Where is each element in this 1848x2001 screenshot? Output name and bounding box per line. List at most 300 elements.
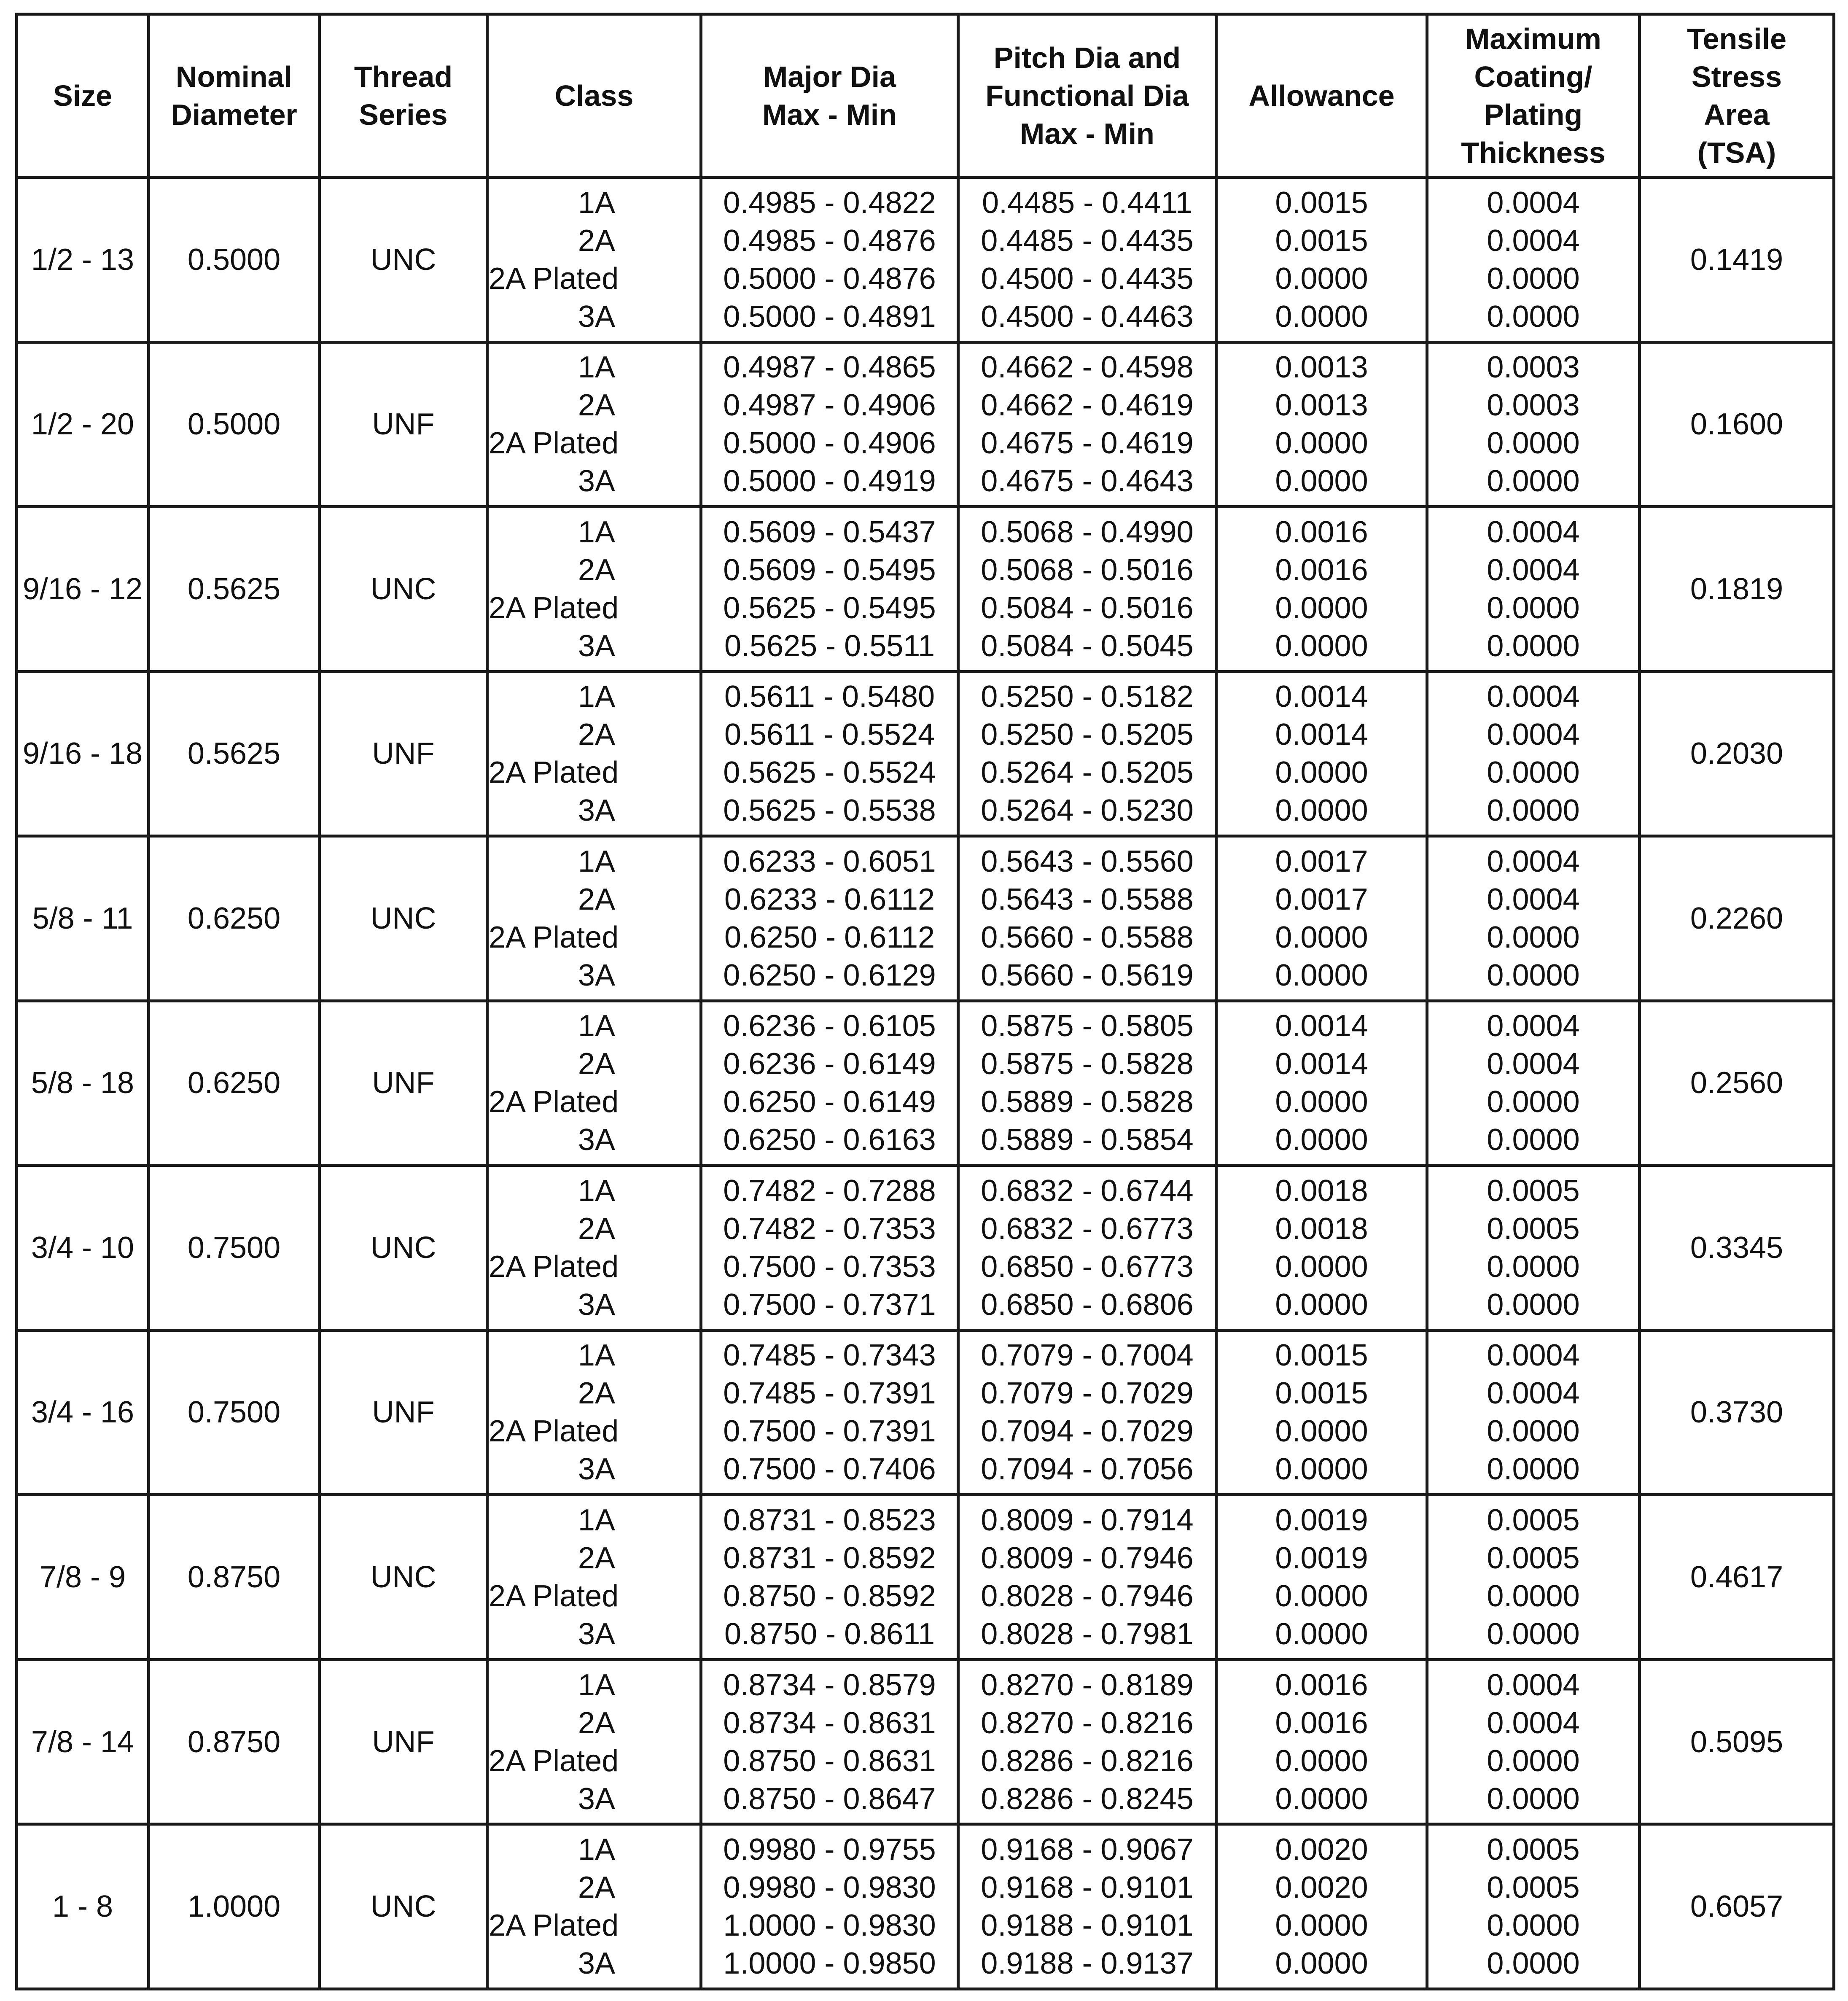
header-text-line: Stress <box>1691 60 1782 93</box>
major-dia-cell-value: 0.6250 - 0.6112 <box>724 920 935 954</box>
allowance-cell-value: 0.0000 <box>1275 426 1368 461</box>
class-cell-value: 2A Plated <box>489 261 619 296</box>
coating-thickness-cell-value: 0.0004 <box>1487 186 1580 220</box>
class-cell-value: 2A Plated <box>489 920 619 954</box>
coating-thickness-cell-value: 0.0004 <box>1487 718 1580 752</box>
allowance-cell-value: 0.0000 <box>1275 1617 1368 1651</box>
header-size <box>17 14 149 178</box>
size-cell: 7/8 - 14 <box>17 1659 149 1824</box>
class-cell-value: 2A <box>578 882 615 916</box>
major-dia-cell-value: 0.7500 - 0.7353 <box>723 1250 936 1284</box>
pitch-dia-cell-value: 0.5068 - 0.5016 <box>981 553 1194 587</box>
header-text-line: Thickness <box>1461 136 1606 169</box>
class-cell-value: 2A Plated <box>489 1414 619 1449</box>
pitch-dia-cell-value: 0.5889 - 0.5854 <box>981 1123 1194 1157</box>
coating-thickness-cell-value: 0.0000 <box>1487 261 1580 296</box>
thread-series-cell: UNC <box>320 836 487 1001</box>
class-cell <box>487 342 701 507</box>
major-dia-cell <box>701 507 958 672</box>
coating-thickness-cell <box>1427 1330 1640 1495</box>
pitch-dia-cell-value: 0.5084 - 0.5016 <box>981 591 1194 625</box>
class-cell-value: 3A <box>578 1782 615 1816</box>
allowance-cell-value: 0.0000 <box>1275 1414 1368 1449</box>
thread-series-cell: UNF <box>320 671 487 836</box>
pitch-dia-cell <box>958 836 1216 1001</box>
coating-thickness-cell-value: 0.0004 <box>1487 844 1580 878</box>
major-dia-cell-value: 0.8731 - 0.8592 <box>723 1541 936 1575</box>
class-cell-value: 1A <box>578 1668 615 1702</box>
allowance-cell-value: 0.0000 <box>1275 794 1368 828</box>
class-cell-value: 2A <box>578 718 615 752</box>
allowance-cell <box>1216 671 1427 836</box>
class-cell-value: 2A Plated <box>489 591 619 625</box>
table-body <box>17 178 1834 1989</box>
size-cell: 1/2 - 13 <box>17 178 149 342</box>
pitch-dia-cell <box>958 1659 1216 1824</box>
major-dia-cell <box>701 1166 958 1330</box>
pitch-dia-cell-value: 0.5264 - 0.5230 <box>981 794 1194 828</box>
major-dia-cell <box>701 1495 958 1660</box>
nominal-diameter-cell: 0.8750 <box>149 1659 320 1824</box>
class-cell-value: 1A <box>578 680 615 714</box>
pitch-dia-cell-value: 0.8286 - 0.8216 <box>981 1744 1194 1778</box>
pitch-dia-cell-value: 0.5068 - 0.4990 <box>981 515 1194 549</box>
tensile-stress-area-cell: 0.2260 <box>1640 836 1834 1001</box>
major-dia-cell-value: 0.5625 - 0.5495 <box>723 591 936 625</box>
allowance-cell-value: 0.0015 <box>1275 1376 1368 1411</box>
coating-thickness-cell-value: 0.0005 <box>1487 1871 1580 1905</box>
class-cell-value: 1A <box>578 186 615 220</box>
class-cell-value: 2A <box>578 388 615 423</box>
pitch-dia-cell-value: 0.5875 - 0.5805 <box>981 1009 1194 1043</box>
header-text-line: (TSA) <box>1697 136 1776 169</box>
header-text-line: Series <box>359 98 448 131</box>
major-dia-cell-value: 0.5000 - 0.4891 <box>723 299 936 334</box>
header-text-line: Thread <box>354 60 453 93</box>
major-dia-cell-value: 0.7485 - 0.7391 <box>723 1376 936 1411</box>
pitch-dia-cell <box>958 178 1216 342</box>
pitch-dia-cell <box>958 342 1216 507</box>
allowance-cell-value: 0.0013 <box>1275 350 1368 385</box>
major-dia-cell-value: 0.8734 - 0.8579 <box>723 1668 936 1702</box>
allowance-cell-value: 0.0014 <box>1275 680 1368 714</box>
coating-thickness-cell <box>1427 1001 1640 1166</box>
allowance-cell <box>1216 507 1427 672</box>
major-dia-cell-value: 0.9980 - 0.9830 <box>723 1871 936 1905</box>
pitch-dia-cell-value: 0.5889 - 0.5828 <box>981 1085 1194 1119</box>
major-dia-cell-value: 0.6236 - 0.6149 <box>723 1047 936 1081</box>
major-dia-cell <box>701 836 958 1001</box>
header-text-line: Plating <box>1484 98 1583 131</box>
pitch-dia-cell-value: 0.5264 - 0.5205 <box>981 756 1194 790</box>
table-row <box>17 671 1834 836</box>
coating-thickness-cell-value: 0.0004 <box>1487 680 1580 714</box>
allowance-cell <box>1216 342 1427 507</box>
allowance-cell-value: 0.0000 <box>1275 464 1368 498</box>
class-cell-value: 2A <box>578 224 615 258</box>
class-cell <box>487 1495 701 1660</box>
pitch-dia-cell-value: 0.5084 - 0.5045 <box>981 629 1194 663</box>
pitch-dia-cell-value: 0.7079 - 0.7029 <box>981 1376 1194 1411</box>
allowance-cell-value: 0.0000 <box>1275 1909 1368 1943</box>
class-cell-value: 3A <box>578 1947 615 1981</box>
major-dia-cell-value: 0.5611 - 0.5480 <box>724 680 935 714</box>
allowance-cell-value: 0.0000 <box>1275 1579 1368 1613</box>
coating-thickness-cell-value: 0.0000 <box>1487 1452 1580 1487</box>
class-cell <box>487 1659 701 1824</box>
class-cell-value: 1A <box>578 350 615 385</box>
header-allowance <box>1216 14 1427 178</box>
pitch-dia-cell <box>958 1001 1216 1166</box>
coating-thickness-cell <box>1427 836 1640 1001</box>
allowance-cell <box>1216 1824 1427 1989</box>
coating-thickness-cell-value: 0.0005 <box>1487 1174 1580 1208</box>
coating-thickness-cell-value: 0.0000 <box>1487 794 1580 828</box>
allowance-cell-value: 0.0000 <box>1275 756 1368 790</box>
header-text-line: Tensile <box>1687 22 1786 55</box>
major-dia-cell-value: 0.6250 - 0.6163 <box>723 1123 936 1157</box>
size-cell: 3/4 - 10 <box>17 1166 149 1330</box>
coating-thickness-cell-value: 0.0004 <box>1487 515 1580 549</box>
allowance-cell-value: 0.0000 <box>1275 629 1368 663</box>
header-major-dia <box>701 14 958 178</box>
thread-series-cell: UNC <box>320 1166 487 1330</box>
coating-thickness-cell-value: 0.0000 <box>1487 1250 1580 1284</box>
major-dia-cell-value: 0.5000 - 0.4919 <box>723 464 936 498</box>
header-text-line: Functional Dia <box>985 79 1189 112</box>
pitch-dia-cell-value: 0.8009 - 0.7946 <box>981 1541 1194 1575</box>
header-text-line: Max - Min <box>762 98 897 131</box>
major-dia-cell-value: 0.8734 - 0.8631 <box>723 1706 936 1740</box>
pitch-dia-cell-value: 0.7079 - 0.7004 <box>981 1338 1194 1373</box>
coating-thickness-cell-value: 0.0004 <box>1487 882 1580 916</box>
coating-thickness-cell-value: 0.0000 <box>1487 1744 1580 1778</box>
coating-thickness-cell-value: 0.0005 <box>1487 1833 1580 1867</box>
allowance-cell-value: 0.0000 <box>1275 299 1368 334</box>
major-dia-cell-value: 0.4985 - 0.4876 <box>723 224 936 258</box>
class-cell <box>487 1330 701 1495</box>
pitch-dia-cell-value: 0.4675 - 0.4643 <box>981 464 1194 498</box>
coating-thickness-cell <box>1427 1166 1640 1330</box>
pitch-dia-cell <box>958 507 1216 672</box>
table-row <box>17 836 1834 1001</box>
pitch-dia-cell <box>958 1495 1216 1660</box>
thread-series-cell: UNC <box>320 178 487 342</box>
nominal-diameter-cell: 0.8750 <box>149 1495 320 1660</box>
pitch-dia-cell-value: 0.8270 - 0.8216 <box>981 1706 1194 1740</box>
table-row <box>17 507 1834 672</box>
allowance-cell-value: 0.0016 <box>1275 553 1368 587</box>
class-cell-value: 1A <box>578 1009 615 1043</box>
coating-thickness-cell-value: 0.0000 <box>1487 1909 1580 1943</box>
major-dia-cell <box>701 1824 958 1989</box>
pitch-dia-cell-value: 0.9168 - 0.9101 <box>981 1871 1194 1905</box>
major-dia-cell-value: 0.8750 - 0.8611 <box>724 1617 935 1651</box>
allowance-cell-value: 0.0000 <box>1275 1744 1368 1778</box>
coating-thickness-cell <box>1427 1495 1640 1660</box>
class-cell-value: 1A <box>578 1833 615 1867</box>
header-text-line: Diameter <box>171 98 297 131</box>
pitch-dia-cell <box>958 1824 1216 1989</box>
class-cell-value: 2A <box>578 1047 615 1081</box>
pitch-dia-cell-value: 0.6832 - 0.6773 <box>981 1212 1194 1246</box>
coating-thickness-cell <box>1427 507 1640 672</box>
class-cell <box>487 178 701 342</box>
pitch-dia-cell-value: 0.4675 - 0.4619 <box>981 426 1194 461</box>
tensile-stress-area-cell: 0.2560 <box>1640 1001 1834 1166</box>
major-dia-cell-value: 0.5609 - 0.5437 <box>723 515 936 549</box>
allowance-cell-value: 0.0017 <box>1275 844 1368 878</box>
coating-thickness-cell-value: 0.0000 <box>1487 1617 1580 1651</box>
header-text-line: Nominal <box>175 60 293 93</box>
header-coating-thickness <box>1427 14 1640 178</box>
header-thread-series <box>320 14 487 178</box>
table-row <box>17 1166 1834 1330</box>
major-dia-cell-value: 0.6233 - 0.6051 <box>723 844 936 878</box>
table-row <box>17 178 1834 342</box>
thread-series-cell: UNF <box>320 1659 487 1824</box>
class-cell-value: 3A <box>578 464 615 498</box>
size-cell: 1/2 - 20 <box>17 342 149 507</box>
thread-series-cell: UNC <box>320 1824 487 1989</box>
coating-thickness-cell-value: 0.0004 <box>1487 1009 1580 1043</box>
table-row <box>17 1824 1834 1989</box>
class-cell-value: 1A <box>578 844 615 878</box>
coating-thickness-cell-value: 0.0004 <box>1487 224 1580 258</box>
coating-thickness-cell <box>1427 1824 1640 1989</box>
allowance-cell-value: 0.0000 <box>1275 1123 1368 1157</box>
size-cell: 9/16 - 18 <box>17 671 149 836</box>
tensile-stress-area-cell: 0.3730 <box>1640 1330 1834 1495</box>
major-dia-cell-value: 0.4985 - 0.4822 <box>723 186 936 220</box>
coating-thickness-cell-value: 0.0004 <box>1487 1706 1580 1740</box>
coating-thickness-cell-value: 0.0000 <box>1487 464 1580 498</box>
coating-thickness-cell-value: 0.0000 <box>1487 629 1580 663</box>
class-cell-value: 2A <box>578 1541 615 1575</box>
pitch-dia-cell-value: 0.9188 - 0.9101 <box>981 1909 1194 1943</box>
coating-thickness-cell-value: 0.0004 <box>1487 553 1580 587</box>
thread-series-cell: UNF <box>320 1001 487 1166</box>
major-dia-cell-value: 0.6233 - 0.6112 <box>724 882 935 916</box>
pitch-dia-cell-value: 0.6832 - 0.6744 <box>981 1174 1194 1208</box>
class-cell <box>487 1166 701 1330</box>
major-dia-cell-value: 0.4987 - 0.4906 <box>723 388 936 423</box>
coating-thickness-cell <box>1427 178 1640 342</box>
class-cell <box>487 836 701 1001</box>
major-dia-cell-value: 0.9980 - 0.9755 <box>723 1833 936 1867</box>
class-cell-value: 1A <box>578 1174 615 1208</box>
thread-specification-table <box>15 13 1835 1990</box>
coating-thickness-cell-value: 0.0005 <box>1487 1503 1580 1538</box>
coating-thickness-cell-value: 0.0000 <box>1487 920 1580 954</box>
header-pitch-dia <box>958 14 1216 178</box>
pitch-dia-cell-value: 0.4500 - 0.4435 <box>981 261 1194 296</box>
major-dia-cell-value: 0.8750 - 0.8631 <box>723 1744 936 1778</box>
major-dia-cell-value: 1.0000 - 0.9830 <box>723 1909 936 1943</box>
allowance-cell <box>1216 1330 1427 1495</box>
pitch-dia-cell-value: 0.4662 - 0.4619 <box>981 388 1194 423</box>
class-cell-value: 1A <box>578 1503 615 1538</box>
class-cell-value: 2A <box>578 1212 615 1246</box>
coating-thickness-cell-value: 0.0004 <box>1487 1047 1580 1081</box>
nominal-diameter-cell: 0.6250 <box>149 1001 320 1166</box>
header-text-line: Area <box>1704 98 1770 131</box>
tensile-stress-area-cell: 0.1419 <box>1640 178 1834 342</box>
major-dia-cell-value: 0.6236 - 0.6105 <box>723 1009 936 1043</box>
thread-series-cell: UNF <box>320 342 487 507</box>
class-cell-value: 2A Plated <box>489 1579 619 1613</box>
header-text-line: Major Dia <box>763 60 896 93</box>
pitch-dia-cell-value: 0.5875 - 0.5828 <box>981 1047 1194 1081</box>
major-dia-cell-value: 0.8750 - 0.8592 <box>723 1579 936 1613</box>
allowance-cell <box>1216 1001 1427 1166</box>
allowance-cell-value: 0.0015 <box>1275 186 1368 220</box>
major-dia-cell-value: 0.5000 - 0.4906 <box>723 426 936 461</box>
nominal-diameter-cell: 0.5000 <box>149 342 320 507</box>
nominal-diameter-cell: 0.5625 <box>149 507 320 672</box>
allowance-cell-value: 0.0000 <box>1275 1250 1368 1284</box>
nominal-diameter-cell: 0.5000 <box>149 178 320 342</box>
class-cell <box>487 507 701 672</box>
pitch-dia-cell-value: 0.6850 - 0.6806 <box>981 1287 1194 1322</box>
allowance-cell <box>1216 1495 1427 1660</box>
class-cell-value: 3A <box>578 299 615 334</box>
coating-thickness-cell-value: 0.0003 <box>1487 388 1580 423</box>
header-text-line: Class <box>554 79 634 112</box>
class-cell <box>487 671 701 836</box>
pitch-dia-cell-value: 0.8270 - 0.8189 <box>981 1668 1194 1702</box>
class-cell-value: 2A Plated <box>489 1085 619 1119</box>
pitch-dia-cell-value: 0.8028 - 0.7981 <box>981 1617 1194 1651</box>
major-dia-cell-value: 0.8750 - 0.8647 <box>723 1782 936 1816</box>
header-text-line: Max - Min <box>1020 117 1154 150</box>
size-cell: 3/4 - 16 <box>17 1330 149 1495</box>
allowance-cell <box>1216 836 1427 1001</box>
coating-thickness-cell-value: 0.0000 <box>1487 299 1580 334</box>
coating-thickness-cell-value: 0.0000 <box>1487 958 1580 992</box>
major-dia-cell-value: 0.7500 - 0.7371 <box>723 1287 936 1322</box>
major-dia-cell-value: 1.0000 - 0.9850 <box>723 1947 936 1981</box>
coating-thickness-cell <box>1427 671 1640 836</box>
class-cell <box>487 1824 701 1989</box>
header-nominal-diameter <box>149 14 320 178</box>
major-dia-cell-value: 0.5000 - 0.4876 <box>723 261 936 296</box>
allowance-cell-value: 0.0000 <box>1275 1782 1368 1816</box>
coating-thickness-cell-value: 0.0000 <box>1487 1123 1580 1157</box>
class-cell-value: 2A <box>578 1376 615 1411</box>
allowance-cell-value: 0.0000 <box>1275 1452 1368 1487</box>
class-cell-value: 1A <box>578 515 615 549</box>
header-text-line: Size <box>53 79 113 112</box>
coating-thickness-cell-value: 0.0000 <box>1487 1085 1580 1119</box>
pitch-dia-cell <box>958 1330 1216 1495</box>
coating-thickness-cell-value: 0.0000 <box>1487 1414 1580 1449</box>
class-cell-value: 2A <box>578 1871 615 1905</box>
pitch-dia-cell-value: 0.5643 - 0.5560 <box>981 844 1194 878</box>
allowance-cell-value: 0.0000 <box>1275 1947 1368 1981</box>
table-row <box>17 342 1834 507</box>
allowance-cell <box>1216 178 1427 342</box>
allowance-cell-value: 0.0019 <box>1275 1503 1368 1538</box>
nominal-diameter-cell: 1.0000 <box>149 1824 320 1989</box>
coating-thickness-cell <box>1427 342 1640 507</box>
coating-thickness-cell-value: 0.0000 <box>1487 426 1580 461</box>
table-row <box>17 1659 1834 1824</box>
major-dia-cell-value: 0.5625 - 0.5524 <box>723 756 936 790</box>
size-cell: 5/8 - 11 <box>17 836 149 1001</box>
class-cell-value: 2A Plated <box>489 426 619 461</box>
pitch-dia-cell-value: 0.8286 - 0.8245 <box>981 1782 1194 1816</box>
class-cell-value: 3A <box>578 1123 615 1157</box>
major-dia-cell-value: 0.7482 - 0.7353 <box>723 1212 936 1246</box>
class-cell-value: 2A Plated <box>489 1909 619 1943</box>
size-cell: 1 - 8 <box>17 1824 149 1989</box>
coating-thickness-cell-value: 0.0005 <box>1487 1212 1580 1246</box>
thread-series-cell: UNC <box>320 507 487 672</box>
pitch-dia-cell-value: 0.4500 - 0.4463 <box>981 299 1194 334</box>
nominal-diameter-cell: 0.6250 <box>149 836 320 1001</box>
class-cell <box>487 1001 701 1166</box>
major-dia-cell-value: 0.7500 - 0.7406 <box>723 1452 936 1487</box>
nominal-diameter-cell: 0.5625 <box>149 671 320 836</box>
pitch-dia-cell <box>958 671 1216 836</box>
pitch-dia-cell-value: 0.6850 - 0.6773 <box>981 1250 1194 1284</box>
coating-thickness-cell-value: 0.0000 <box>1487 756 1580 790</box>
allowance-cell <box>1216 1659 1427 1824</box>
major-dia-cell-value: 0.4987 - 0.4865 <box>723 350 936 385</box>
allowance-cell-value: 0.0000 <box>1275 920 1368 954</box>
class-cell-value: 1A <box>578 1338 615 1373</box>
pitch-dia-cell <box>958 1166 1216 1330</box>
coating-thickness-cell-value: 0.0000 <box>1487 1947 1580 1981</box>
nominal-diameter-cell: 0.7500 <box>149 1166 320 1330</box>
allowance-cell-value: 0.0000 <box>1275 261 1368 296</box>
allowance-cell-value: 0.0015 <box>1275 224 1368 258</box>
allowance-cell-value: 0.0000 <box>1275 591 1368 625</box>
header-text-line: Maximum <box>1465 22 1601 55</box>
coating-thickness-cell-value: 0.0000 <box>1487 1287 1580 1322</box>
coating-thickness-cell-value: 0.0004 <box>1487 1338 1580 1373</box>
allowance-cell-value: 0.0018 <box>1275 1174 1368 1208</box>
major-dia-cell <box>701 178 958 342</box>
major-dia-cell-value: 0.5625 - 0.5511 <box>724 629 935 663</box>
class-cell-value: 3A <box>578 1287 615 1322</box>
major-dia-cell-value: 0.7500 - 0.7391 <box>723 1414 936 1449</box>
pitch-dia-cell-value: 0.7094 - 0.7056 <box>981 1452 1194 1487</box>
major-dia-cell-value: 0.6250 - 0.6149 <box>723 1085 936 1119</box>
allowance-cell-value: 0.0016 <box>1275 1706 1368 1740</box>
class-cell-value: 2A Plated <box>489 1250 619 1284</box>
size-cell: 9/16 - 12 <box>17 507 149 672</box>
allowance-cell-value: 0.0014 <box>1275 1047 1368 1081</box>
major-dia-cell <box>701 1330 958 1495</box>
allowance-cell <box>1216 1166 1427 1330</box>
allowance-cell-value: 0.0017 <box>1275 882 1368 916</box>
header-text-line: Pitch Dia and <box>993 41 1181 74</box>
allowance-cell-value: 0.0000 <box>1275 1085 1368 1119</box>
class-cell-value: 2A <box>578 553 615 587</box>
allowance-cell-value: 0.0000 <box>1275 958 1368 992</box>
major-dia-cell <box>701 1659 958 1824</box>
major-dia-cell <box>701 671 958 836</box>
major-dia-cell-value: 0.5611 - 0.5524 <box>724 718 935 752</box>
coating-thickness-cell <box>1427 1659 1640 1824</box>
header-tensile-stress-area <box>1640 14 1834 178</box>
pitch-dia-cell-value: 0.4662 - 0.4598 <box>981 350 1194 385</box>
pitch-dia-cell-value: 0.5250 - 0.5205 <box>981 718 1194 752</box>
nominal-diameter-cell: 0.7500 <box>149 1330 320 1495</box>
pitch-dia-cell-value: 0.4485 - 0.4435 <box>981 224 1194 258</box>
